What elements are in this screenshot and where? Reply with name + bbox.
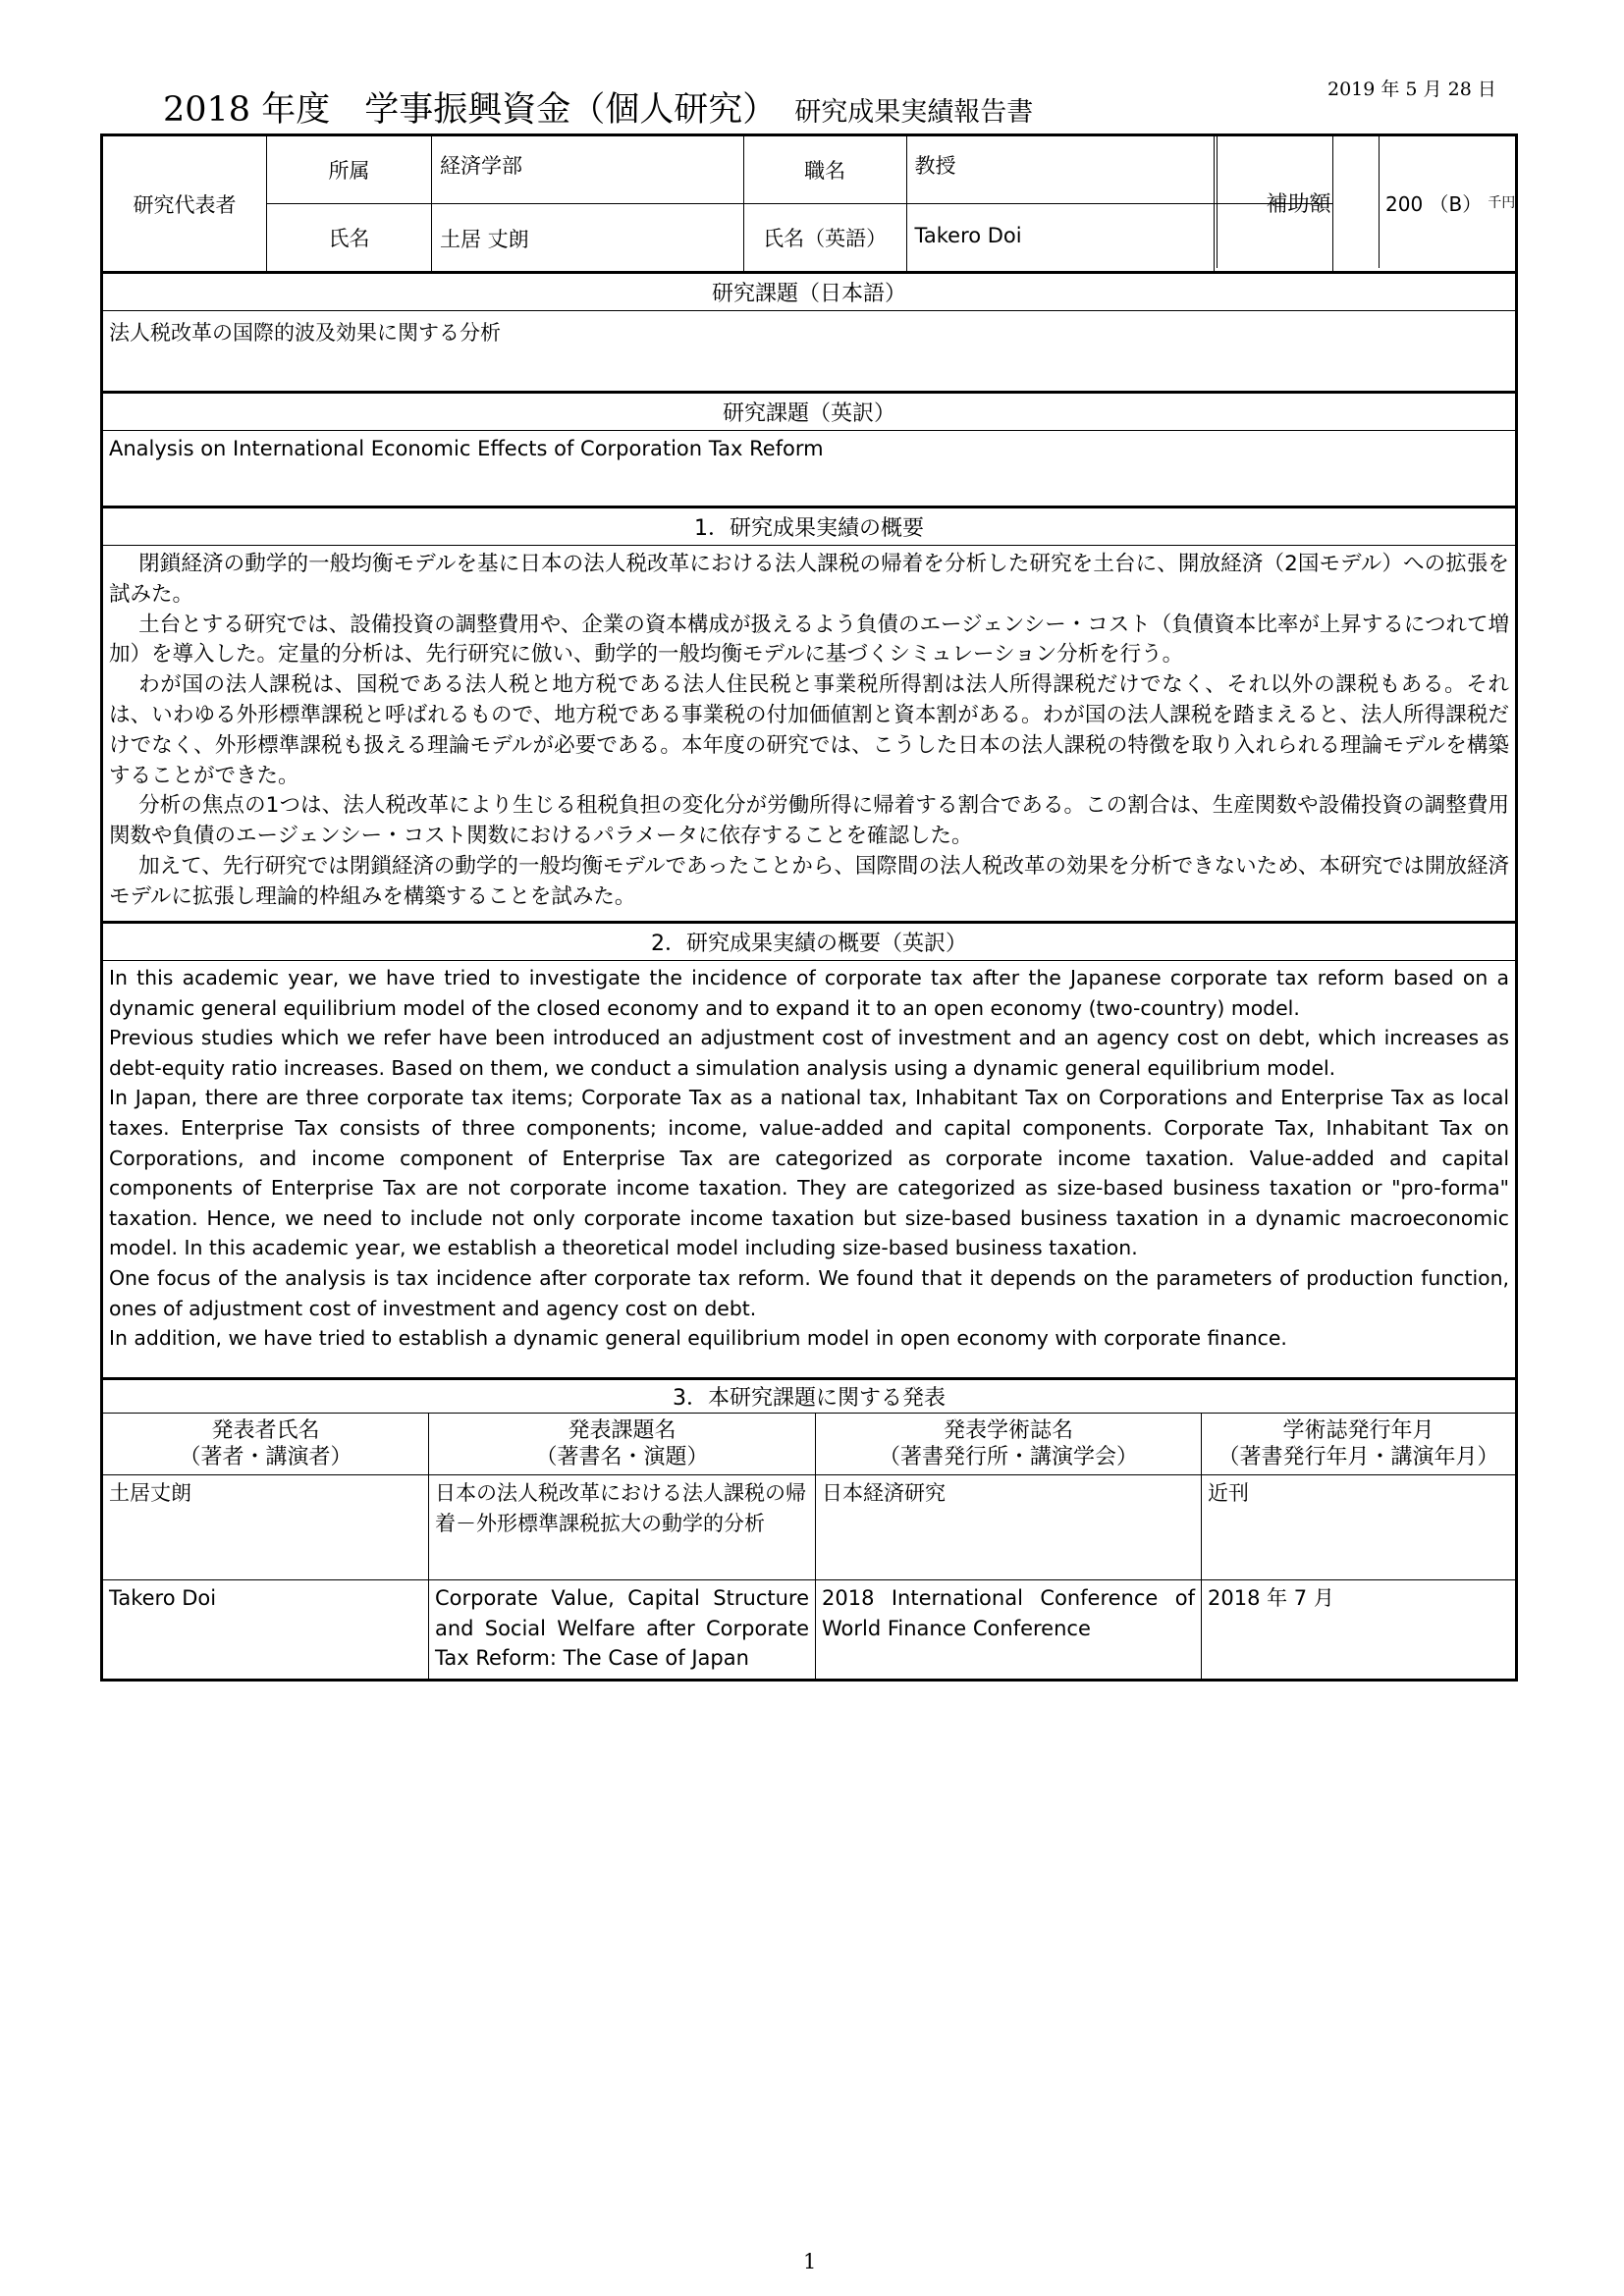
pub-title: Corporate Value, Capital Structure and Social Welfare after Corporate Tax Reform: The Case of Japan (428, 1580, 815, 1679)
summary-en-paragraph: One focus of the analysis is tax incidence after corporate tax reform. We found that it depends on the parameters of production function, ones of adjustment cost of investment and agency cost on debt. (109, 1265, 1509, 1320)
pub-journal: 2018 International Conference of World Finance Conference (815, 1580, 1201, 1679)
pub-title: 日本の法人税改革における法人課税の帰着－外形標準課税拡大の動学的分析 (428, 1475, 815, 1579)
col-date-header: 学術誌発行年月 （著書発行年月・講演年月） (1201, 1414, 1515, 1474)
grant-value-cell (1379, 136, 1515, 268)
summary-jp-paragraph: 土台とする研究では、設備投資の調整費用や、企業の資本構成が扱えるよう負債のエージェンシー・コスト（負債資本比率が上昇するにつれて増加）を導入した。定量的分析は、先行研究に倣い、動学的一般均衡モデルに基づくシミュレーション分析を行う。 (109, 612, 1509, 667)
report-title (163, 82, 1033, 132)
grant-unit: 千円 (1488, 195, 1516, 211)
summary-jp-body (103, 546, 1515, 921)
name-en-value: Takero Doi (906, 204, 1215, 271)
summary-en-header: 2．研究成果実績の概要（英訳） (103, 921, 1515, 961)
report-form (100, 133, 1518, 1682)
report-title-main: 2018 年度 学事振興資金（個人研究） (163, 90, 778, 130)
table-row (103, 1475, 1515, 1580)
pub-author: 土居丈朗 (109, 1481, 191, 1505)
name-value: 土居 丈朗 (431, 204, 743, 271)
summary-jp-paragraph: 閉鎖経済の動学的一般均衡モデルを基に日本の法人税改革における法人課税の帰着を分析した研究を土台に、開放経済（2国モデル）への拡張を試みた。 (109, 552, 1509, 607)
report-date: 2019 年 5 月 28 日 (1327, 79, 1496, 100)
report-title-sub: 研究成果実績報告書 (794, 97, 1034, 128)
col-journal-header: 発表学術誌名 （著書発行所・講演学会） (815, 1414, 1201, 1474)
summary-jp-paragraph: 加えて、先行研究では閉鎖経済の動学的一般均衡モデルであったことから、国際間の法人税改革の効果を分析できないため、本研究では開放経済モデルに拡張し理論的枠組みを構築することを試みた。 (109, 853, 1509, 909)
affiliation-label: 所属 (328, 159, 370, 183)
grant-label-text: 補助額 (1266, 191, 1331, 217)
pub-date: 2018 年 7 月 (1201, 1580, 1515, 1679)
summary-en-body (103, 961, 1515, 1377)
summary-jp-paragraph: わが国の法人課税は、国税である法人税と地方税である法人住民税と事業税所得割は法人所得課税だけでなく、それ以外の課税もある。それは、いわゆる外形標準課税と呼ばれるもので、地方税である事業税の付加価値割と資本割がある。わが国の法人課税を踏まえると、法人所得課税だけでなく、外形標準課税も扱える理論モデルが必要である。本年度の研究では、こうした日本の法人課税の特徴を取り入れられる理論モデルを構築することができた。 (109, 672, 1509, 788)
summary-jp-header: 1．研究成果実績の概要 (103, 506, 1515, 546)
pub-journal: 日本経済研究 (815, 1475, 1201, 1579)
info-row-affiliation (267, 136, 1332, 204)
col-author-header: 発表者氏名 （著者・講演者） (179, 1418, 352, 1469)
position-value: 教授 (906, 136, 1215, 203)
title-jp-value: 法人税改革の国際的波及効果に関する分析 (109, 321, 501, 345)
summary-jp-paragraph: 分析の焦点の1つは、法人税改革により生じる租税負担の変化分が労働所得に帰着する割合である。この割合は、生産関数や設備投資の調整費用関数や負債のエージェンシー・コスト関数におけるパラメータに依存することを確認した。 (109, 793, 1509, 849)
pub-author: Takero Doi (109, 1586, 217, 1610)
title-en-value: Analysis on International Economic Effects of Corporation Tax Reform (109, 437, 824, 460)
title-en-header: 研究課題（英訳） (103, 391, 1515, 431)
summary-en-paragraph: In this academic year, we have tried to investigate the incidence of corporate tax after the Japanese corporate tax reform based on a dynamic general equilibrium model of the closed economy and to expand it to an open economy (two-country) model. (109, 966, 1509, 1020)
name-label: 氏名 (328, 227, 370, 250)
publications-table-header (103, 1414, 1515, 1475)
info-grid (266, 136, 1332, 271)
table-row (103, 1580, 1515, 1679)
grant-value: 200 （B） (1385, 191, 1483, 216)
title-jp-header: 研究課題（日本語） (103, 271, 1515, 311)
summary-en-paragraph: In Japan, there are three corporate tax items; Corporate Tax as a national tax, Inhabitant Tax on Corporations and Enterprise Tax as local taxes. Enterprise Tax consists of three components; income, value-added and capital components. Corporate Tax, Inhabitant Tax on Corporations, and income component of Enterprise Tax are categorized as corporate income taxation. Value-added and capital components of Enterprise Tax are not corporate income taxation. They are categorized as size-based business taxation or "pro-forma" taxation. Hence, we need to include not only corporate income taxation but size-based business taxation in a dynamic macroeconomic model. In this academic year, we establish a theoretical model including size-based business taxation. (109, 1086, 1509, 1260)
pub-date: 近刊 (1201, 1475, 1515, 1579)
info-row-name (267, 204, 1332, 271)
position-label: 職名 (743, 136, 906, 203)
col-title-header: 発表課題名 （著書名・演題） (428, 1414, 815, 1474)
summary-en-paragraph: In addition, we have tried to establish a dynamic general equilibrium model in open economy with corporate finance. (109, 1326, 1287, 1351)
representative-label: 研究代表者 (133, 192, 237, 217)
page-number: 1 (803, 2250, 817, 2273)
name-en-label: 氏名（英語） (743, 204, 906, 271)
grant-label-cell (1217, 136, 1380, 268)
publications-table-body (103, 1475, 1515, 1679)
affiliation-value: 経済学部 (431, 136, 743, 203)
summary-en-paragraph: Previous studies which we refer have been introduced an adjustment cost of investment and an agency cost on debt, which increases as debt-equity ratio increases. Based on them, we conduct a simulation analysis using a dynamic general equilibrium model. (109, 1026, 1509, 1080)
publications-header: 3．本研究課題に関する発表 (103, 1377, 1515, 1414)
